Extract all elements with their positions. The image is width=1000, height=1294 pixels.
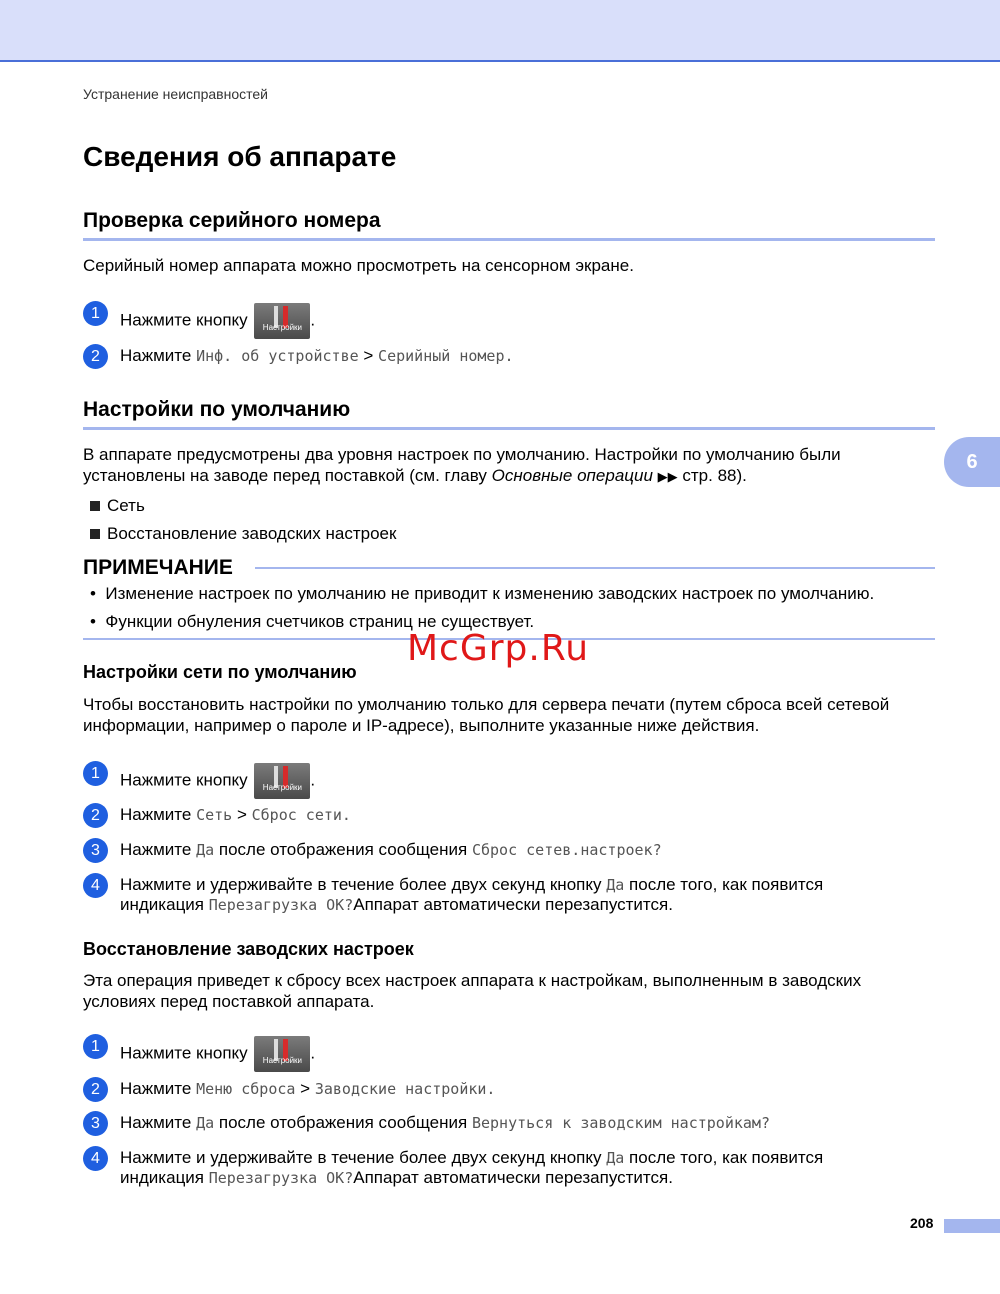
square-bullet-icon	[90, 501, 100, 511]
step-text: .	[310, 310, 316, 330]
settings-icon-label: Настройки	[262, 323, 303, 332]
step-text: Нажмите	[120, 840, 192, 859]
list-item-text: Восстановление заводских настроек	[107, 524, 397, 543]
section-heading-serial: Проверка серийного номера	[83, 209, 381, 232]
settings-button-icon	[254, 763, 310, 799]
separator: >	[236, 805, 247, 824]
menu-path: Сброс сети	[251, 806, 342, 824]
settings-icon-label: Настройки	[262, 1056, 303, 1065]
note-rule	[255, 567, 935, 569]
step-text: Нажмите и удерживайте в течение более двух секунд кнопку	[120, 1148, 602, 1167]
intro-line	[83, 465, 943, 487]
page-number-bar	[944, 1219, 1000, 1233]
step-text: после того, как появится	[629, 1148, 824, 1167]
subsection-heading-factory: Восстановление заводских настроек	[83, 939, 414, 959]
step-text: .	[310, 1043, 316, 1063]
intro-line: Чтобы восстановить настройки по умолчанию только для сервера печати (путем сброса всей сетевой	[83, 695, 890, 714]
list-item	[90, 523, 950, 544]
step-text: Аппарат автоматически перезапустится.	[353, 895, 673, 914]
step-text: Нажмите кнопку	[120, 1043, 248, 1063]
menu-path: Сеть	[196, 806, 233, 824]
step-text: .	[486, 1080, 496, 1098]
section-intro: Серийный номер аппарата можно просмотреть на сенсорном экране.	[83, 256, 634, 275]
list-item	[90, 495, 950, 516]
intro-line: В аппарате предусмотрены два уровня настроек по умолчанию. Настройки по умолчанию были	[83, 445, 841, 464]
screen-message: Перезагрузка ОК?	[208, 896, 354, 914]
section-rule	[83, 238, 935, 241]
settings-button-icon	[254, 303, 310, 339]
screen-message: Сброс сетев.настроек?	[471, 841, 662, 859]
menu-path: Меню сброса	[196, 1080, 296, 1098]
note-item	[90, 583, 950, 604]
step-text: Нажмите кнопку	[120, 770, 248, 790]
step-number: 1	[83, 301, 108, 326]
intro-line: Эта операция приведет к сбросу всех настроек аппарата к настройкам, выполненным в заводских	[83, 971, 862, 990]
section-intro	[83, 970, 943, 1012]
section-heading-defaults: Настройки по умолчанию	[83, 398, 351, 421]
screen-message: Вернуться к заводским настройкам?	[471, 1114, 770, 1132]
intro-text: стр. 88).	[682, 466, 747, 485]
step-text: Нажмите	[120, 1079, 192, 1098]
note-text: Функции обнуления счетчиков страниц не существует.	[105, 612, 535, 631]
intro-text: установлены на заводе перед поставкой (см. главу	[83, 466, 487, 485]
menu-path: Заводские настройки	[314, 1080, 487, 1098]
step-number: 2	[83, 1077, 108, 1102]
settings-icon-label: Настройки	[262, 783, 303, 792]
section-intro	[83, 694, 943, 736]
step-number: 4	[83, 873, 108, 898]
step-text: после того, как появится	[629, 875, 824, 894]
menu-path: Да	[606, 1149, 625, 1167]
square-bullet-icon	[90, 529, 100, 539]
menu-path: Да	[196, 841, 215, 859]
bullet-dot-icon: •	[90, 584, 96, 603]
menu-path: Да	[606, 876, 625, 894]
note-title: ПРИМЕЧАНИЕ	[83, 556, 233, 579]
step-text: индикация	[120, 895, 205, 914]
step-text: .	[504, 347, 514, 365]
step-number: 2	[83, 344, 108, 369]
step-text: Нажмите кнопку	[120, 310, 248, 330]
bullet-dot-icon: •	[90, 612, 96, 631]
chapter-reference: Основные операции	[491, 466, 653, 485]
settings-button-icon	[254, 1036, 310, 1072]
step-number: 3	[83, 1111, 108, 1136]
step-text: Нажмите	[120, 346, 192, 365]
double-arrow-icon: ▶▶	[657, 469, 678, 484]
menu-path: Да	[196, 1114, 215, 1132]
chapter-tab: 6	[944, 437, 1000, 487]
step-text: после отображения сообщения	[218, 1113, 468, 1132]
screen-message: Перезагрузка ОК?	[208, 1169, 354, 1187]
section-rule	[83, 427, 935, 430]
separator: >	[300, 1079, 311, 1098]
watermark: McGrp.Ru	[407, 628, 590, 669]
step-text: после отображения сообщения	[218, 840, 468, 859]
step-number: 1	[83, 761, 108, 786]
subsection-heading-network: Настройки сети по умолчанию	[83, 662, 357, 682]
step-number: 1	[83, 1034, 108, 1059]
separator: >	[363, 346, 374, 365]
menu-path: Серийный номер	[378, 347, 505, 365]
section-intro	[83, 444, 943, 487]
page-number: 208	[910, 1215, 934, 1231]
intro-line: информации, например о пароле и IP-адресе), выполните указанные ниже действия.	[83, 716, 760, 735]
step-number: 2	[83, 803, 108, 828]
step-text: Нажмите	[120, 805, 192, 824]
step-text: индикация	[120, 1168, 205, 1187]
step-number: 3	[83, 838, 108, 863]
intro-line: условиях перед поставкой аппарата.	[83, 992, 375, 1011]
breadcrumb: Устранение неисправностей	[83, 86, 268, 102]
list-item-text: Сеть	[107, 496, 145, 515]
step-text: .	[341, 806, 351, 824]
step-text: Нажмите и удерживайте в течение более двух секунд кнопку	[120, 875, 602, 894]
step-text: Нажмите	[120, 1113, 192, 1132]
top-header-band	[0, 0, 1000, 62]
step-number: 4	[83, 1146, 108, 1171]
page-title: Сведения об аппарате	[83, 141, 397, 172]
step-text: Аппарат автоматически перезапустится.	[353, 1168, 673, 1187]
menu-path: Инф. об устройстве	[196, 347, 359, 365]
step-text: .	[310, 770, 316, 790]
note-text: Изменение настроек по умолчанию не приводит к изменению заводских настроек по умолчанию.	[105, 584, 875, 603]
